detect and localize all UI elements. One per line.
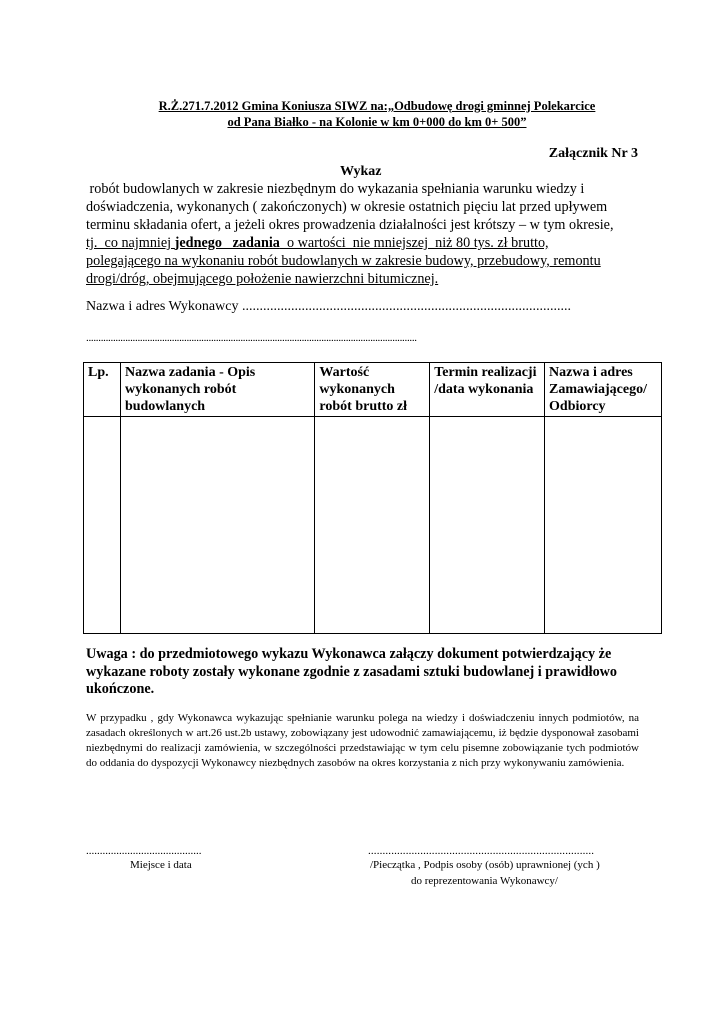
- table-cell-date[interactable]: [430, 417, 545, 634]
- col-header-date: Termin realizacji /data wykonania: [430, 363, 545, 417]
- contractor-name-line: Nazwa i adres Wykonawcy ..............................................................................................: [86, 299, 571, 314]
- place-date-dots: ..........................................: [86, 845, 202, 857]
- works-table: [83, 362, 662, 634]
- body-line-4-bold: jednego zadania: [174, 235, 280, 251]
- signature-dots: ..............................................................................: [368, 845, 595, 857]
- body-line-5: polegającego na wykonaniu robót budowlanych w zakresie budowy, przebudowy, remontu: [86, 253, 601, 269]
- table-row: [84, 417, 662, 634]
- table-cell-client[interactable]: [545, 417, 662, 634]
- document-title: Wykaz: [340, 164, 382, 179]
- col-header-client: Nazwa i adres Zamawiającego/ Odbiorcy: [545, 363, 662, 417]
- attachment-label: Załącznik Nr 3: [548, 146, 638, 161]
- body-line-2: doświadczenia, wykonanych ( zakończonych) w okresie ostatnich pięciu lat przed upływem: [86, 199, 608, 215]
- col-header-task-name: Nazwa zadania - Opis wykonanych robót budowlanych: [120, 363, 314, 417]
- place-date-label: Miejsce i data: [130, 859, 192, 871]
- col-header-value: Wartość wykonanych robót brutto zł: [315, 363, 430, 417]
- signature-label-1: /Pieczątka , Podpis osoby (osób) uprawnionej (ych ): [370, 859, 600, 871]
- uwaga-note: Uwaga : do przedmiotowego wykazu Wykonawca załączy dokument potwierdzający że wykazane roboty zostały wykonane zgodnie z zasadami sztuki budowlanej i prawidłowo ukończone.: [86, 646, 618, 697]
- body-line-1: robót budowlanych w zakresie niezbędnym do wykazania spełniania warunku wiedzy i: [86, 181, 585, 197]
- table-cell-task-name[interactable]: [120, 417, 314, 634]
- signature-label-2: do reprezentowania Wykonawcy/: [411, 875, 558, 887]
- body-line-4: [86, 235, 549, 252]
- table-header-row: [84, 363, 662, 417]
- body-line-4-c: o wartości nie mniejszej niż 80 tys. zł brutto,: [279, 235, 549, 251]
- table-cell-lp[interactable]: [84, 417, 121, 634]
- contractor-address-dots: .......................................................................................................................................: [86, 332, 417, 344]
- body-line-6: drogi/dróg, obejmującego położenie nawierzchni bitumicznej.: [86, 271, 439, 287]
- body-line-4-a: tj. co najmniej: [86, 235, 175, 251]
- body-line-3: terminu składania ofert, a jeżeli okres prowadzenia działalności jest krótszy – w tym okresie,: [86, 217, 614, 233]
- table-cell-value[interactable]: [315, 417, 430, 634]
- reliance-note: W przypadku , gdy Wykonawca wykazując spełnianie warunku polega na wiedzy i doświadczeniu innych podmiotów, na zasadach określonych w art.26 ust.2b ustawy, zobowiązany jest udowodnić zamawiającemu, iż będzie dysponował zasobami niezbędnymi do realizacji zamówienia, w szczególności przedstawiając w tym celu pisemne zobowiązanie tych podmiotów do oddania do dyspozycji Wykonawcy niezbędnych zasobów na okres korzystania z nich przy wykonywaniu zamówienia.: [86, 712, 639, 769]
- col-header-lp: Lp.: [84, 363, 121, 417]
- header-line-1: R.Ż.271.7.2012 Gmina Koniusza SIWZ na:„Odbudowę drogi gminnej Polekarcice: [158, 99, 596, 113]
- header-line-2: od Pana Białko - na Kolonie w km 0+000 do km 0+ 500”: [227, 115, 527, 129]
